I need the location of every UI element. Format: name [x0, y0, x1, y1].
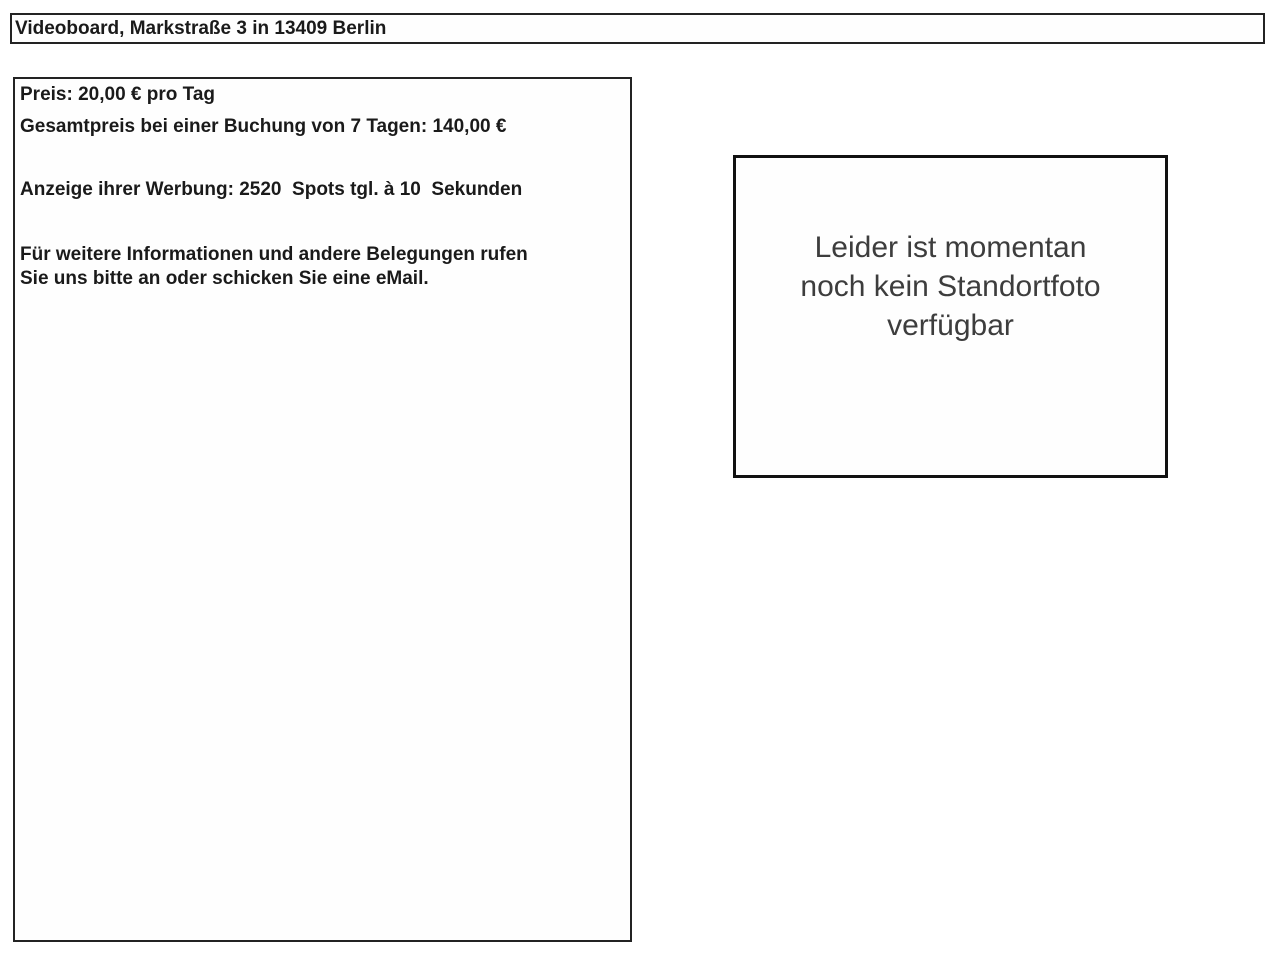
- contact-info-text-line-1: Für weitere Informationen und andere Belegungen rufen: [20, 244, 528, 265]
- no-photo-text-line-2: noch kein Standortfoto: [800, 270, 1101, 303]
- contact-info-text-line-2: Sie uns bitte an oder schicken Sie eine eMail.: [20, 268, 429, 289]
- location-title: Videoboard, Markstraße 3 in 13409 Berlin: [15, 17, 387, 39]
- location-photo-placeholder: [733, 155, 1168, 478]
- pricing-info-box: [13, 77, 632, 942]
- ad-spots-text: Anzeige ihrer Werbung: 2520 Spots tgl. à 10 Sekunden: [20, 179, 523, 200]
- no-photo-text-line-3: verfügbar: [887, 309, 1014, 342]
- location-title-bar: [10, 13, 1265, 44]
- no-photo-text-line-1: Leider ist momentan: [814, 231, 1087, 264]
- price-per-day-text: Preis: 20,00 € pro Tag: [20, 84, 216, 105]
- total-price-text: Gesamtpreis bei einer Buchung von 7 Tagen: 140,00 €: [20, 116, 507, 137]
